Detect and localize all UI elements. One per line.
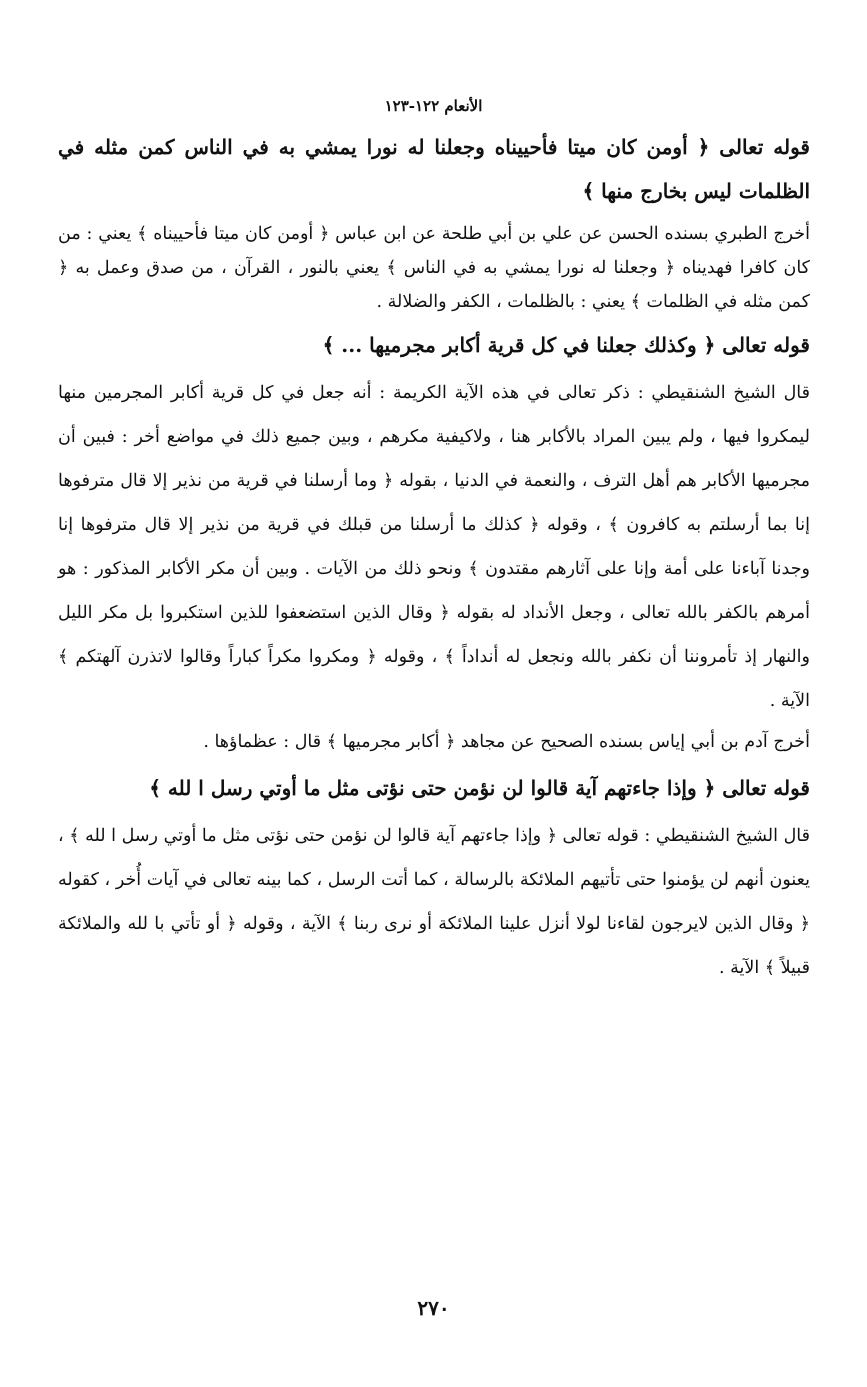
section-1-heading: قوله تعالى ﴿ أومن كان ميتا فأحييناه وجعلنا له نورا يمشي به في الناس كمن مثله في الظلمات ليس بخارج منها ﴾ [58, 135, 810, 203]
page-content [58, 125, 810, 990]
running-header: الأنعام ١٢٢-١٢٣ [384, 97, 483, 115]
section-3-heading: قوله تعالى ﴿ وإذا جاءتهم آية قالوا لن نؤمن حتى نؤتى مثل ما أوتي رسل ا لله ﴾ [149, 776, 810, 800]
section-2-body: قال الشيخ الشنقيطي : ذكر تعالى في هذه الآية الكريمة : أنه جعل في كل قرية أكابر المجرمين منها ليمكروا فيها ، ولم يبين المراد بالأكابر هنا ، ولاكيفية مكرهم ، وبين جميع ذلك في مواضع أخر : فبين أن مجرميها الأكابر هم أهل الترف ، والنعمة في الدنيا ، بقوله ﴿ وما أرسلنا في قرية من نذير إلا قال مترفوها إنا بما أرسلتم به كافرون ﴾ ، وقوله ﴿ كذلك ما أرسلنا من قبلك في قرية من نذير إلا قال مترفوها إنا وجدنا آباءنا على أمة وإنا على آثارهم مقتدون ﴾ ونحو ذلك من الآيات . وبين أن مكر الأكابر المذكور : هو أمرهم بالكفر بالله تعالى ، وجعل الأنداد له بقوله ﴿ وقال الذين استضعفوا للذين استكبروا بل مكر الليل والنهار إذ تأمروننا أن نكفر بالله ونجعل له أنداداً ﴾ ، وقوله ﴿ ومكروا مكراً كباراً وقالوا لاتذرن آلهتكم ﴾ الآية . [58, 383, 810, 711]
section-1-body: أخرج الطبري بسنده الحسن عن علي بن أبي طلحة عن ابن عباس ﴿ أومن كان ميتا فأحييناه ﴾ يعني : من كان كافرا فهديناه ﴿ وجعلنا له نورا يمشي به في الناس ﴾ يعني بالنور ، القرآن ، من صدق وعمل به ﴿ كمن مثله في الظلمات ﴾ يعني : بالظلمات ، الكفر والضلالة . [58, 224, 810, 312]
section-3-body: قال الشيخ الشنقيطي : قوله تعالى ﴿ وإذا جاءتهم آية قالوا لن نؤمن حتى نؤتى مثل ما أوتي رسل ا لله ﴾ ، يعنون أنهم لن يؤمنوا حتى تأتيهم الملائكة بالرسالة ، كما أتت الرسل ، كما بينه تعالى في آيات أُخر ، كقوله ﴿ وقال الذين لايرجون لقاءنا لولا أنزل علينا الملائكة أو نرى ربنا ﴾ الآية ، وقوله ﴿ أو تأتي با لله والملائكة قبيلاً ﴾ الآية . [58, 826, 810, 978]
section-2-heading: قوله تعالى ﴿ وكذلك جعلنا في كل قرية أكابر مجرميها ... ﴾ [322, 333, 810, 357]
page-number: ٢٧٠ [417, 1296, 450, 1320]
section-2-narration: أخرج آدم بن أبي إياس بسنده الصحيح عن مجاهد ﴿ أكابر مجرميها ﴾ قال : عظماؤها . [203, 732, 810, 752]
